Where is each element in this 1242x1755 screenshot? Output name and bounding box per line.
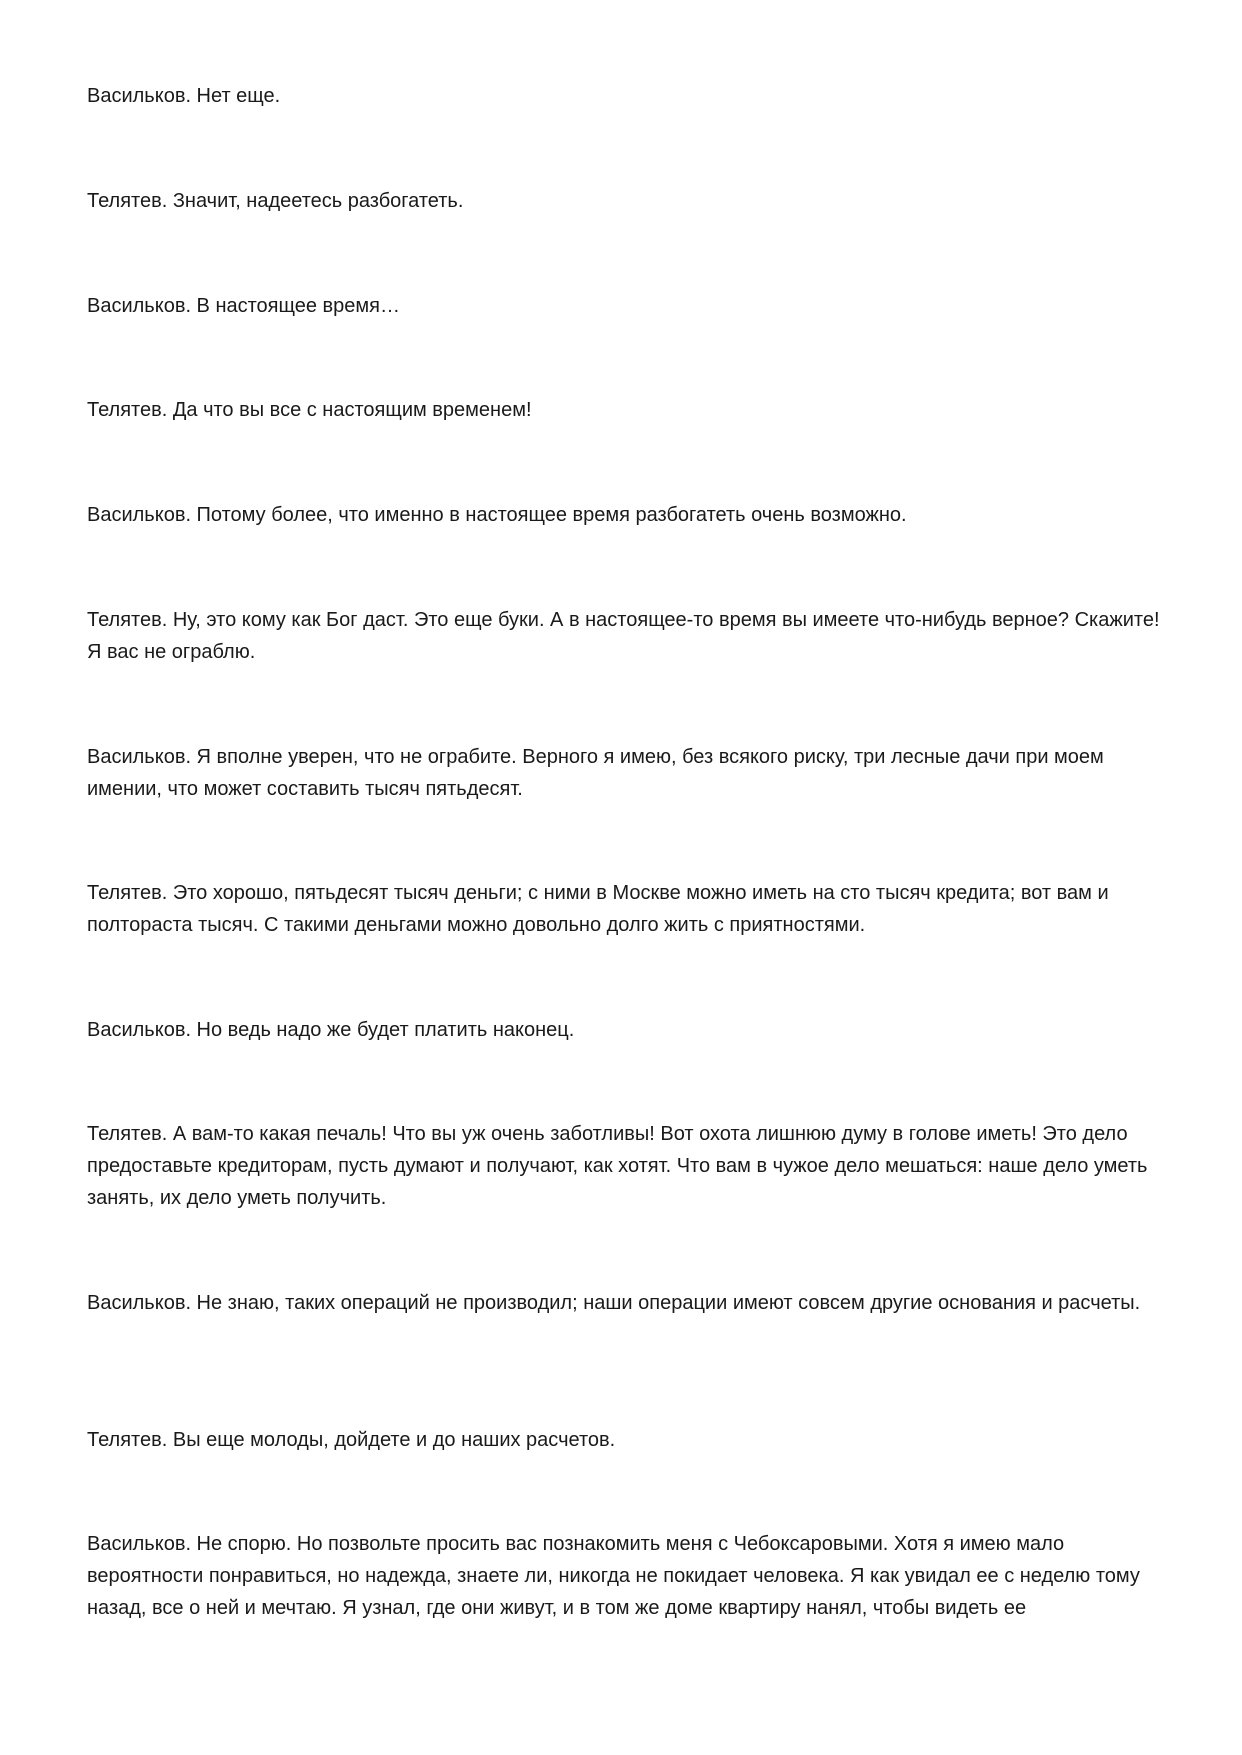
dialogue-line: Телятев. Да что вы все с настоящим временем! (87, 399, 532, 421)
dialogue-line: Васильков. Не спорю. Но позвольте просить вас познакомить меня с Чебоксаровыми. Хотя я имею мало вероятности понравиться, но надежда, знаете ли, никогда не покидает человека. Я как увидал ее с неделю тому назад, все о ней и мечтаю. Я узнал, где они живут, и в том же доме квартиру нанял, чтобы видеть ее (87, 1533, 1140, 1619)
dialogue-line: Телятев. Вы еще молоды, дойдете и до наших расчетов. (87, 1429, 616, 1451)
dialogue-line: Васильков. Но ведь надо же будет платить наконец. (87, 1019, 575, 1041)
dialogue-line: Васильков. Я вполне уверен, что не ограбите. Верного я имею, без всякого риску, три лесные дачи при моем имении, что может составить тысяч пятьдесят. (87, 746, 1104, 800)
dialogue-line: Телятев. Ну, это кому как Бог даст. Это еще буки. А в настоящее-то время вы имеете что-нибудь верное? Скажите! Я вас не ограблю. (87, 609, 1160, 663)
dialogue-line: Телятев. А вам-то какая печаль! Что вы уж очень заботливы! Вот охота лишнюю думу в голове иметь! Это дело предоставьте кредиторам, пусть думают и получают, как хотят. Что вам в чужое дело мешаться: наше дело уметь занять, их дело уметь получить. (87, 1123, 1148, 1209)
dialogue-line: Васильков. Не знаю, таких операций не производил; наши операции имеют совсем другие основания и расчеты. (87, 1292, 1141, 1314)
dialogue-line: Телятев. Значит, надеетесь разбогатеть. (87, 190, 464, 212)
dialogue-line: Васильков. В настоящее время… (87, 295, 400, 317)
dialogue-line: Васильков. Нет еще. (87, 85, 281, 107)
dialogue-line: Васильков. Потому более, что именно в настоящее время разбогатеть очень возможно. (87, 504, 907, 526)
dialogue-line: Телятев. Это хорошо, пятьдесят тысяч деньги; с ними в Москве можно иметь на сто тысяч кредита; вот вам и полтораста тысяч. С такими деньгами можно довольно долго жить с приятностями. (87, 882, 1109, 936)
